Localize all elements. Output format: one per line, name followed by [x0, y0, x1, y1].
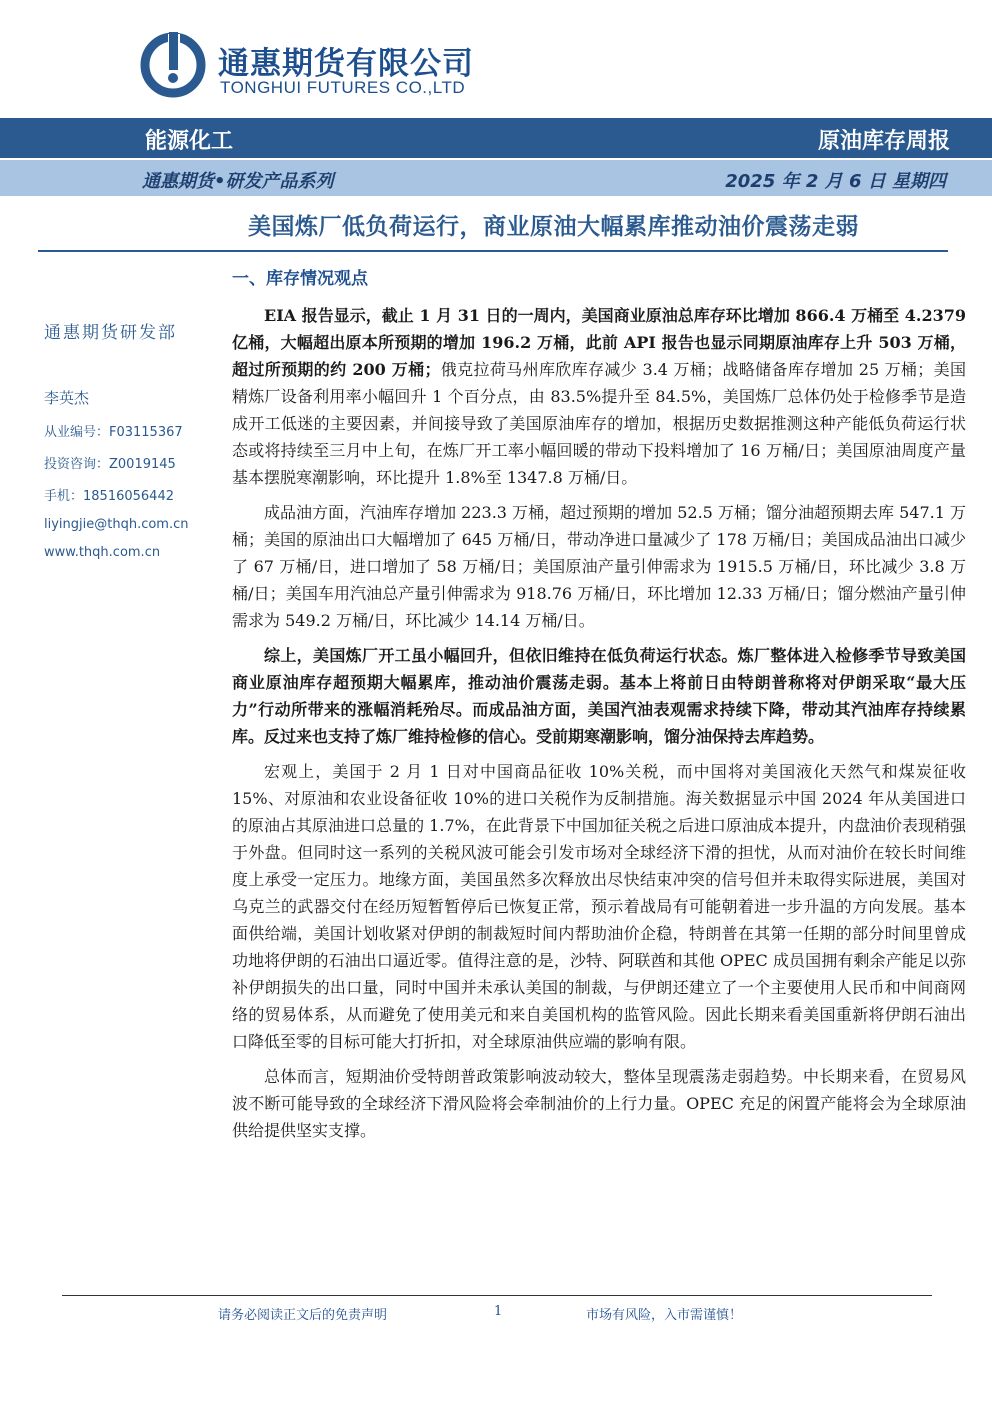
advisory-number: 投资咨询：Z0019145: [44, 457, 176, 472]
paragraph-eia-bold: EIA 报告显示，截止 1 月 31 日的一周内，美国商业原油总库存环比增加 866.4 万桶至 4.2379 亿桶，大幅超出原本所预期的增加 196.2 万桶，此前 API 报告也显示同期原油库存上升 503 万桶，超过所预期的约 200 万桶；: [232, 306, 966, 379]
report-type: 原油库存周报: [817, 129, 950, 154]
report-body: [232, 302, 966, 1152]
footer-risk-note: 市场有风险，入市需谨慎！: [586, 1308, 743, 1323]
author-sidebar: [44, 318, 214, 560]
website-link[interactable]: www.thqh.com.cn: [44, 545, 161, 560]
paragraph-eia-text: 俄克拉荷马州库欣库存减少 3.4 万桶；战略储备库存增加 25 万桶；美国精炼厂设备利用率小幅回升 1 个百分点，由 83.5%提升至 84.5%，美国炼厂总体仍处于检修季节是造成开工低迷的主要因素，并间接导致了美国原油库存的增加，根据历史数据推测这种产能低负荷运行状态或将持续至三月中上旬，在炼厂开工率小幅回暖的带动下投料增加了 16 万桶/日；美国原油周度产量基本摆脱寒潮影响，环比提升 1.8%至 1347.8 万桶/日。: [232, 360, 966, 487]
page-number: 1: [494, 1304, 503, 1319]
report-headline: 美国炼厂低负荷运行，商业原油大幅累库推动油价震荡走弱: [248, 214, 859, 240]
report-category: 能源化工: [145, 129, 234, 154]
report-series: 通惠期货•研发产品系列: [142, 171, 334, 192]
license-number: 从业编号：F03115367: [44, 425, 183, 440]
report-category-band: [0, 118, 992, 158]
paragraph-macro: 宏观上，美国于 2 月 1 日对中国商品征收 10%关税，而中国将对美国液化天然气和煤炭征收 15%、对原油和农业设备征收 10%的进口关税作为反制措施。海关数据显示中国 2024 年从美国进口的原油占其原油进口总量的 1.7%，在此背景下中国加征关税之后进口原油成本提升，内盘油价表现稍强于外盘。但同时这一系列的关税风波可能会引发市场对全球经济下滑的担忧，从而对油价在较长时间维度上承受一定压力。地缘方面，美国虽然多次释放出尽快结束冲突的信号但并未取得实际进展，美国对乌克兰的武器交付在经历短暂暂停后已恢复正常，预示着战局有可能朝着进一步升温的方向发展。基本面供给端，美国计划收紧对伊朗的制裁短时间内帮助油价企稳，特朗普在其第一任期的部分时间里曾成功地将伊朗的石油出口逼近零。值得注意的是，沙特、阿联酋和其他 OPEC 成员国拥有剩余产能足以弥补伊朗损失的出口量，同时中国并未承认美国的制裁，与伊朗还建立了一个主要使用人民币和中间商网络的贸易体系，从而避免了使用美元和来自美国机构的监管风险。因此长期来看美国重新将伊朗石油出口降低至零的目标可能大打折扣，对全球原油供应端的影响有限。: [232, 762, 966, 1051]
paragraph-summary: 综上，美国炼厂开工虽小幅回升，但依旧维持在低负荷运行状态。炼厂整体进入检修季节导致美国商业原油库存超预期大幅累库，推动油价震荡走弱。基本上将前日由特朗普称将对伊朗采取“最大压力”行动所带来的涨幅消耗殆尽。而成品油方面，美国汽油表观需求持续下降，带动其汽油库存持续累库。反过来也支持了炼厂维持检修的信心。受前期寒潮影响，馏分油保持去库趋势。: [232, 646, 966, 746]
report-series-band: [0, 160, 992, 196]
analyst-name: 李英杰: [44, 389, 90, 407]
report-date: 2025 年 2 月 6 日 星期四: [725, 171, 946, 192]
paragraph-products: 成品油方面，汽油库存增加 223.3 万桶，超过预期的增加 52.5 万桶；馏分油超预期去库 547.1 万桶；美国的原油出口大幅增加了 645 万桶/日，带动净进口量减少了 178 万桶/日；美国成品油出口减少了 67 万桶/日，进口增加了 58 万桶/日；美国原油产量引伸需求为 1915.5 万桶/日，环比减少 3.8 万桶/日；美国车用汽油总产量引伸需求为 918.76 万桶/日，环比增加 12.33 万桶/日；馏分燃油产量引伸需求为 549.2 万桶/日，环比减少 14.14 万桶/日。: [232, 503, 966, 630]
footer-disclaimer: 请务必阅读正文后的免责声明: [218, 1308, 388, 1323]
footer-divider: [62, 1295, 932, 1296]
company-logo-icon: [138, 30, 208, 100]
headline-divider: [38, 250, 948, 252]
email-link[interactable]: liyingjie@thqh.com.cn: [44, 517, 189, 532]
paragraph-eia: [232, 302, 966, 491]
department: 通惠期货研发部: [44, 323, 177, 343]
paragraph-outlook: 总体而言，短期油价受特朗普政策影响波动较大，整体呈现震荡走弱趋势。中长期来看，在贸易风波不断可能导致的全球经济下滑风险将会牵制油价的上行力量。OPEC 充足的闲置产能将会为全球原油供给提供坚实支撑。: [232, 1067, 966, 1140]
company-name-cn: 通惠期货有限公司: [218, 46, 474, 82]
section-title: 一、库存情况观点: [232, 269, 368, 289]
phone-number: 手机：18516056442: [44, 489, 174, 504]
company-name-en: TONGHUI FUTURES CO.,LTD: [220, 78, 466, 97]
